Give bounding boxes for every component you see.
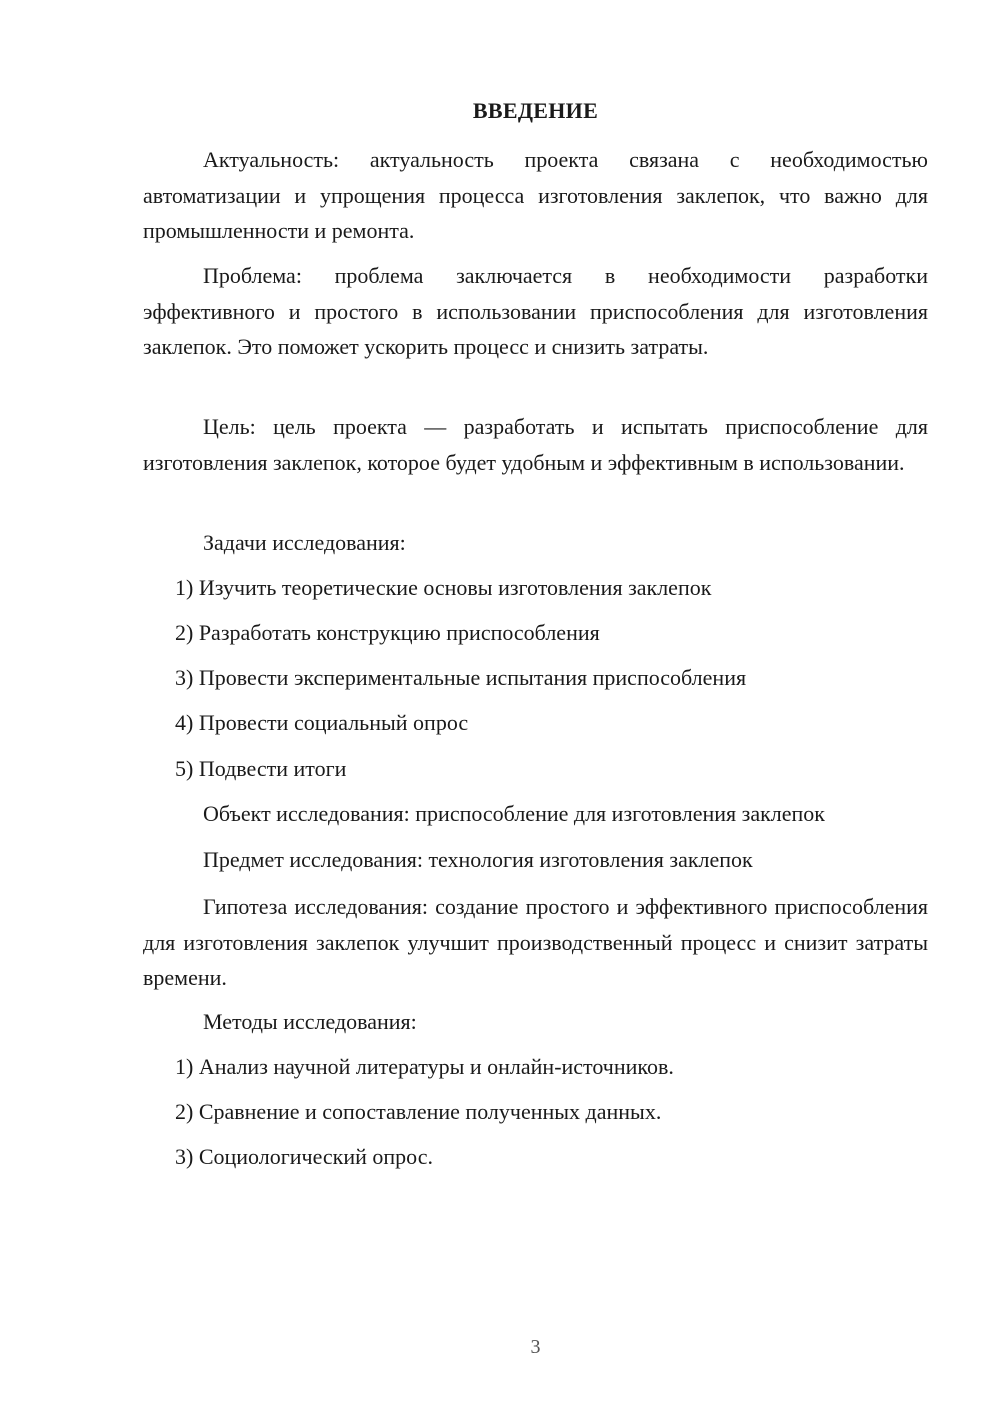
relevance-paragraph: Актуальность: актуальность проекта связана с необходимостью автоматизации и упрощения процесса изготовления заклепок, что важно для промышленности и ремонта. xyxy=(143,147,928,243)
task-item: 5) Подвести итоги xyxy=(175,756,347,781)
method-item: 1) Анализ научной литературы и онлайн-источников. xyxy=(175,1054,674,1079)
page-number: 3 xyxy=(530,1336,541,1358)
hypothesis-paragraph: Гипотеза исследования: создание простого и эффективного приспособления для изготовления заклепок улучшит производственный процесс и снизит затраты времени. xyxy=(143,894,928,990)
problem-paragraph: Проблема: проблема заключается в необходимости разработки эффективного и простого в использовании приспособления для изготовления заклепок. Это поможет ускорить процесс и снизить затраты. xyxy=(143,263,928,359)
method-item: 2) Сравнение и сопоставление полученных данных. xyxy=(175,1099,662,1124)
section-title: ВВЕДЕНИЕ xyxy=(472,98,599,123)
goal-paragraph: Цель: цель проекта — разработать и испытать приспособление для изготовления заклепок, которое будет удобным и эффективным в использовании. xyxy=(143,414,928,475)
object-line: Объект исследования: приспособление для изготовления заклепок xyxy=(203,801,825,826)
methods-heading: Методы исследования: xyxy=(203,1009,417,1034)
task-item: 3) Провести экспериментальные испытания приспособления xyxy=(175,665,747,690)
method-item: 3) Социологический опрос. xyxy=(175,1144,433,1169)
document-page xyxy=(143,0,928,1414)
task-item: 1) Изучить теоретические основы изготовления заклепок xyxy=(175,575,712,600)
task-item: 4) Провести социальный опрос xyxy=(175,710,469,735)
subject-line: Предмет исследования: технология изготовления заклепок xyxy=(203,847,753,872)
task-item: 2) Разработать конструкцию приспособления xyxy=(175,620,600,645)
tasks-heading: Задачи исследования: xyxy=(203,530,406,555)
